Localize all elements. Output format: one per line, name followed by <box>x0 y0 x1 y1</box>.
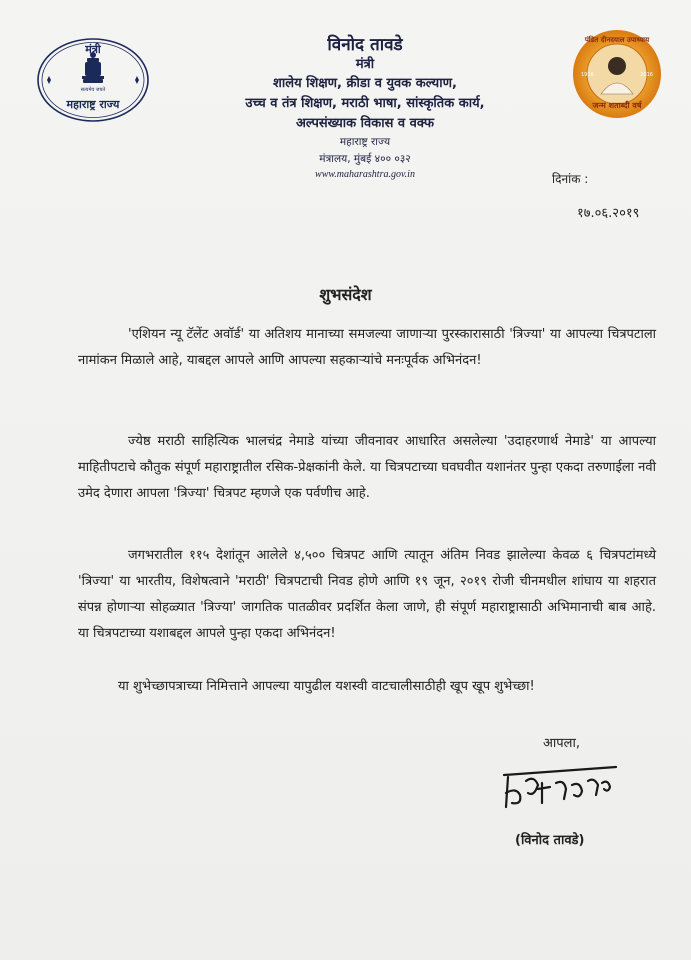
emblem-year-left: 1916 <box>581 72 594 78</box>
website-link[interactable]: www.maharashtra.gov.in <box>315 169 415 180</box>
emblem-year-right: 2016 <box>640 72 653 78</box>
centenary-emblem <box>571 28 663 120</box>
portfolio-line-1: शालेय शिक्षण, क्रीडा व युवक कल्याण, <box>273 76 457 91</box>
letter-heading: शुभसंदेश <box>319 285 372 304</box>
address: मंत्रालय, मुंबई ४०० ०३२ <box>319 153 411 165</box>
maharashtra-seal <box>36 36 150 124</box>
seal-bottom-text: महाराष्ट्र राज्य <box>66 98 120 111</box>
seal-motto: सत्यमेव जयते <box>80 87 106 93</box>
paragraph-3: जगभरातील ११५ देशांतून आलेले ४,५०० चित्रपट आणि त्यातून अंतिम निवड झालेल्या केवळ ६ चित्रपटांमध्ये 'त्रिज्या' या भारतीय, विशेषत्वाने 'मराठी' चित्रपटाची निवड होणे आणि १९ जून, २०१९ रोजी चीनमधील शांघाय या शहरात संपन्न होणाऱ्या सोहळ्यात 'त्रिज्या' जागतिक पातळीवर प्रदर्शित केला जाणे, ही संपूर्ण महाराष्ट्रासाठी अभिमानाची बाब आहे. या चित्रपटाच्या यशाबद्दल आपले पुन्हा एकदा अभिनंदन! <box>78 548 656 641</box>
letterhead <box>200 34 530 182</box>
paragraph-4: या शुभेच्छापत्राच्या निमित्ताने आपल्या यापुढील यशस्वी वाटचालीसाठीही खूप खूप शुभेच्छा! <box>118 679 535 694</box>
portfolio-line-2: उच्च व तंत्र शिक्षण, मराठी भाषा, सांस्कृतिक कार्य, <box>245 96 485 111</box>
state-name: महाराष्ट्र राज्य <box>339 136 391 148</box>
emblem-top-text: पंडित दीनदयाल उपाध्याय <box>584 36 650 44</box>
date-value: १७.०६.२०१९ <box>577 206 640 221</box>
paragraph-2: ज्येष्ठ मराठी साहित्यिक भालचंद्र नेमाडे यांच्या जीवनावर आधारित असलेल्या 'उदाहरणार्थ नेमाडे' या आपल्या माहितीपटाचे कौतुक संपूर्ण महाराष्ट्रातील रसिक-प्रेक्षकांनी केले. या चित्रपटाच्या घवघवीत यशानंतर पुन्हा एकदा तरुणाईला नवी उमेद देणारा आपला 'त्रिज्या' चित्रपट म्हणजे एक पर्वणीच आहे. <box>78 434 656 501</box>
signatory-name: (विनोद तावडे) <box>515 833 585 848</box>
seal-top-text: मंत्री <box>85 43 101 56</box>
minister-title: मंत्री <box>355 57 375 72</box>
minister-name: विनोद तावडे <box>327 35 403 55</box>
closing-salutation: आपला, <box>543 736 580 751</box>
paragraph-1: 'एशियन न्यू टॅलेंट अवॉर्ड' या अतिशय मानाच्या समजल्या जाणाऱ्या पुरस्कारासाठी 'त्रिज्या' या आपल्या चित्रपटाला नामांकन मिळाले आहे, याबद्दल आपले आणि आपल्या सहकाऱ्यांचे मनःपूर्वक अभिनंदन! <box>78 327 656 368</box>
signature-icon <box>498 763 618 819</box>
portfolio-line-3: अल्पसंख्याक विकास व वक्फ <box>295 116 435 131</box>
date-label: दिनांक : <box>552 172 589 186</box>
handwritten-signature <box>498 763 618 819</box>
emblem-bottom-text: जन्म शताब्दी वर्ष <box>592 101 642 110</box>
